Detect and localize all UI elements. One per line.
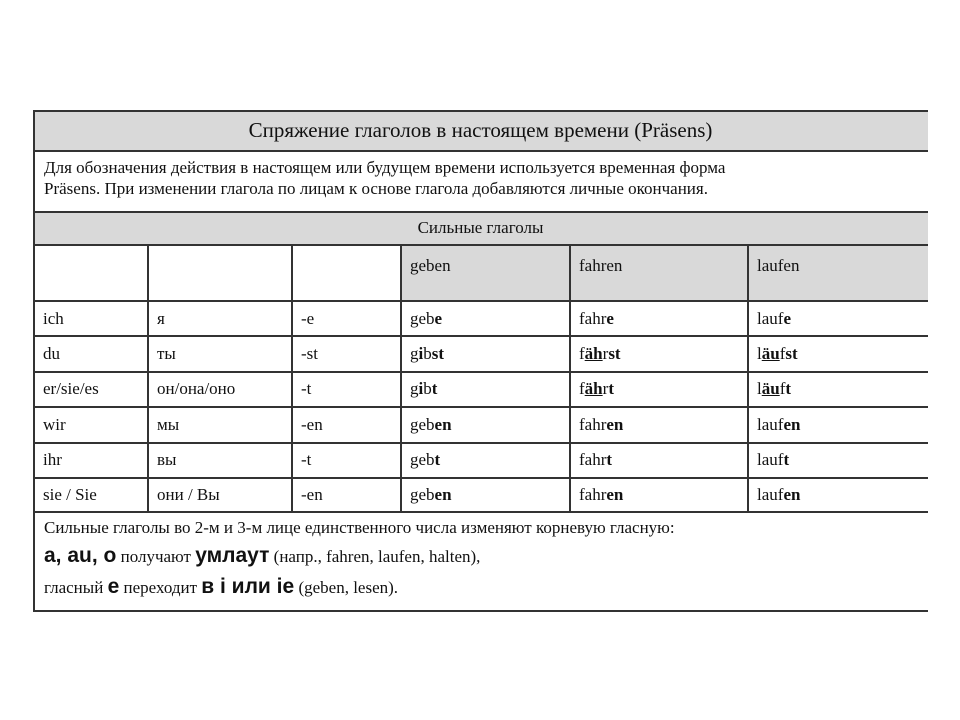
cell-pronoun: wir xyxy=(43,415,66,434)
form-part: t xyxy=(783,450,790,469)
cell-laufen xyxy=(757,309,791,329)
form-part: b xyxy=(423,379,432,398)
form-part: geb xyxy=(410,485,435,504)
cell-laufen xyxy=(757,379,791,399)
form-part: st xyxy=(608,344,621,363)
border-left xyxy=(33,110,35,611)
cell-ending: -en xyxy=(301,415,323,434)
border-top xyxy=(33,110,928,112)
row-line-5 xyxy=(33,477,928,479)
form-part: äu xyxy=(761,344,780,363)
form-part: b xyxy=(423,344,432,363)
form-part: f xyxy=(579,344,585,363)
form-part: e xyxy=(606,309,614,328)
form-part: äh xyxy=(584,379,603,398)
cell-laufen xyxy=(757,344,798,364)
form-part: t xyxy=(431,379,438,398)
form-part: en xyxy=(783,485,801,504)
cell-ending: -st xyxy=(301,344,318,363)
form-part: en xyxy=(783,415,801,434)
cell-geben xyxy=(410,309,442,329)
divider-intro xyxy=(33,211,928,213)
divider-header xyxy=(33,300,928,302)
form-part: en xyxy=(606,415,624,434)
cell-pronoun: du xyxy=(43,344,60,363)
form-part: fahr xyxy=(579,450,607,469)
form-part: r xyxy=(602,379,609,398)
form-part: i xyxy=(418,379,424,398)
form-part: en xyxy=(434,415,452,434)
cell-translation: мы xyxy=(157,415,180,434)
note-start: гласный xyxy=(44,578,108,597)
note-mid: получают xyxy=(116,547,196,566)
divider-title xyxy=(33,150,928,152)
cell-translation: они / Вы xyxy=(157,485,220,504)
form-part: e xyxy=(434,309,443,328)
cell-fahren xyxy=(579,379,614,399)
table-title: Спряжение глаголов в настоящем времени (Präsens) xyxy=(248,118,713,142)
form-part: geb xyxy=(410,415,435,434)
row-line-4 xyxy=(33,442,928,444)
cell-fahren xyxy=(579,485,623,505)
cell-pronoun: ich xyxy=(43,309,64,328)
divider-note xyxy=(33,511,928,513)
row-line-1 xyxy=(33,335,928,337)
cell-laufen xyxy=(757,450,789,470)
form-part: i xyxy=(418,344,424,363)
form-part: geb xyxy=(410,309,435,328)
form-part: f xyxy=(579,379,585,398)
note-e: e xyxy=(107,575,120,598)
cell-laufen xyxy=(757,415,800,435)
note-umlaut: умлаут xyxy=(195,544,270,567)
cell-pronoun: ihr xyxy=(43,450,62,469)
form-part: en xyxy=(606,485,624,504)
form-part: fahr xyxy=(579,485,607,504)
cell-fahren xyxy=(579,344,621,364)
col-line-5 xyxy=(747,244,749,511)
col-line-2 xyxy=(291,244,293,511)
form-part: g xyxy=(410,344,419,363)
note-line-2 xyxy=(44,544,480,568)
cell-fahren xyxy=(579,309,614,329)
form-part: äu xyxy=(761,379,780,398)
form-part: lauf xyxy=(757,485,784,504)
intro-line-1: Для обозначения действия в настоящем или будущем времени используется временная форма xyxy=(44,158,726,177)
form-part: t xyxy=(606,450,613,469)
form-part: t xyxy=(608,379,614,398)
cell-geben xyxy=(410,379,437,399)
col-line-4 xyxy=(569,244,571,511)
cell-geben xyxy=(410,485,452,505)
cell-ending: -e xyxy=(301,309,315,328)
cell-geben xyxy=(410,450,440,470)
verb-header-bg xyxy=(400,244,928,300)
cell-translation: он/она/оно xyxy=(157,379,236,398)
conjugation-table xyxy=(33,110,928,611)
note-example-1: (напр., fahren, laufen, halten), xyxy=(269,547,481,566)
cell-ending: -t xyxy=(301,450,312,469)
cell-translation: вы xyxy=(157,450,177,469)
note-change: в i или ie xyxy=(201,575,295,598)
form-part: fahr xyxy=(579,309,607,328)
form-part: fahr xyxy=(579,415,607,434)
cell-pronoun: sie / Sie xyxy=(43,485,97,504)
form-part: lauf xyxy=(757,450,784,469)
form-part: lauf xyxy=(757,415,784,434)
col-header-fahren: fahren xyxy=(579,256,623,275)
cell-translation: ты xyxy=(157,344,176,363)
form-part: en xyxy=(434,485,452,504)
cell-ending: -en xyxy=(301,485,323,504)
col-header-laufen: laufen xyxy=(757,256,800,275)
cell-laufen xyxy=(757,485,800,505)
divider-subtitle xyxy=(33,244,928,246)
row-line-3 xyxy=(33,406,928,408)
subtitle: Сильные глаголы xyxy=(417,218,544,237)
col-line-1 xyxy=(147,244,149,511)
note-line-3 xyxy=(44,575,398,599)
form-part: t xyxy=(434,450,441,469)
form-part: r xyxy=(602,344,609,363)
col-line-3 xyxy=(400,244,402,511)
intro-text xyxy=(44,157,725,199)
form-part: l xyxy=(757,344,762,363)
col-header-geben: geben xyxy=(410,256,451,275)
note-line-1: Сильные глаголы во 2-м и 3-м лице единственного числа изменяют корневую гласную: xyxy=(44,518,675,537)
cell-fahren xyxy=(579,450,612,470)
note-mid-2: переходит xyxy=(119,578,202,597)
cell-pronoun: er/sie/es xyxy=(43,379,99,398)
note-example-2: (geben, lesen). xyxy=(294,578,399,597)
form-part: äh xyxy=(584,344,603,363)
row-line-2 xyxy=(33,371,928,373)
form-part: st xyxy=(431,344,445,363)
cell-geben xyxy=(410,344,444,364)
form-part: f xyxy=(779,344,786,363)
form-part: f xyxy=(779,379,786,398)
intro-line-2: Präsens. При изменении глагола по лицам к основе глагола добавляются личные окончания. xyxy=(44,179,708,198)
form-part: l xyxy=(757,379,762,398)
form-part: geb xyxy=(410,450,435,469)
cell-geben xyxy=(410,415,452,435)
border-bottom xyxy=(33,610,928,612)
form-part: t xyxy=(785,379,792,398)
cell-ending: -t xyxy=(301,379,312,398)
note-vowels: a, au, o xyxy=(44,544,117,567)
cell-translation: я xyxy=(157,309,165,328)
form-part: g xyxy=(410,379,419,398)
form-part: e xyxy=(783,309,791,328)
cell-fahren xyxy=(579,415,623,435)
form-part: st xyxy=(785,344,798,363)
form-part: lauf xyxy=(757,309,784,328)
